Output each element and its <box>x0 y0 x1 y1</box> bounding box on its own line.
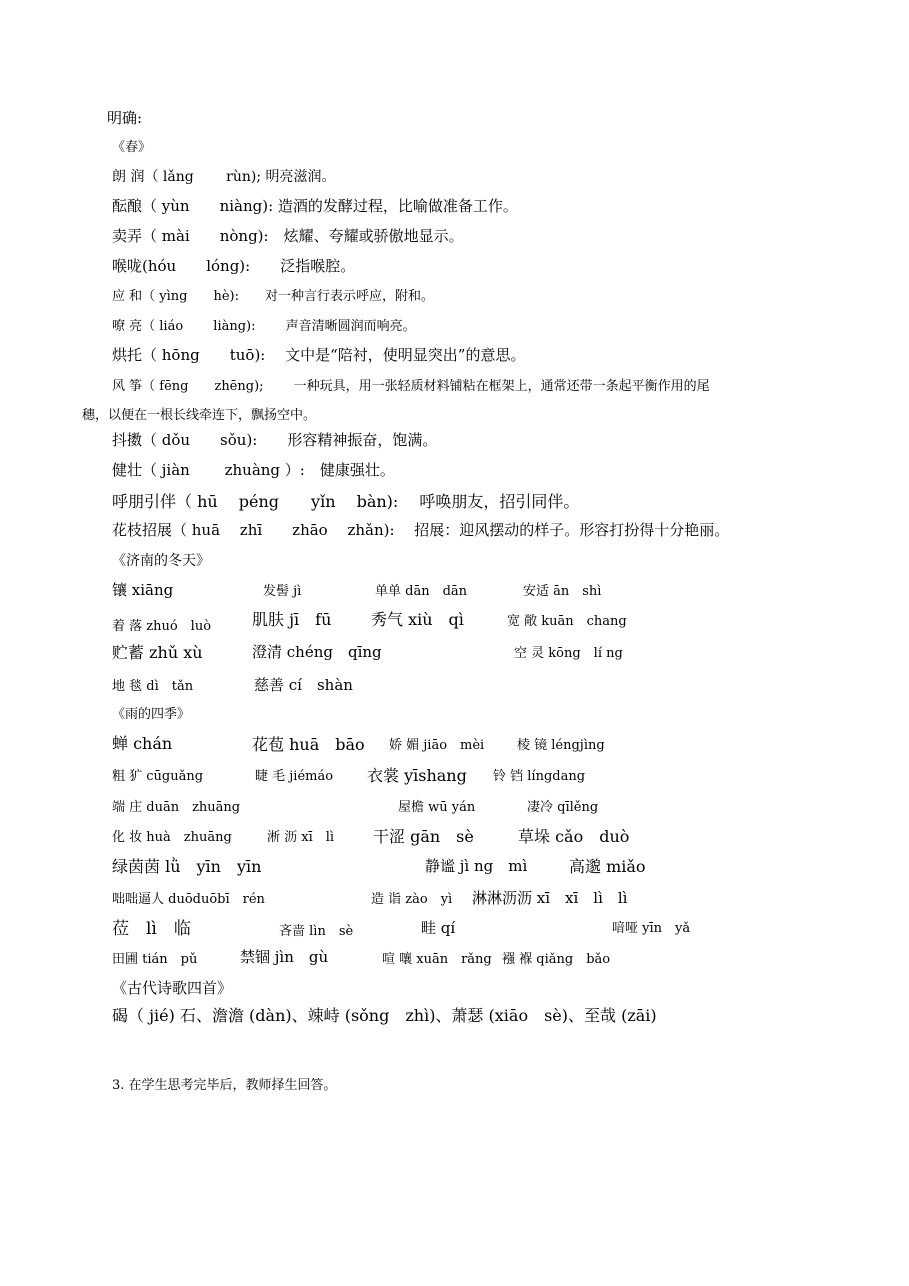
vocab-item: 禁锢 jìn gù <box>240 948 329 966</box>
vocab-item: 喧 嚷 xuān rǎng <box>382 952 492 967</box>
vocab-item: 慈善 cí shàn <box>254 676 353 694</box>
vocab-item: 高邈 miǎo <box>569 857 646 876</box>
vocab-entry: 花枝招展（ huā zhī zhāo zhǎn): 招展：迎风摆动的样子。形容打扮得十分艳丽。 <box>112 521 730 539</box>
vocab-entry: 风 筝（ fēng zhēng); 一种玩具，用一张轻质材料铺粘在框架上，通常还带一条起平衡作用的尾 <box>112 379 710 394</box>
vocab-item: 淋淋沥沥 xī xī lì lì <box>472 889 628 907</box>
vocab-entry: 健壮（ jiàn zhuàng ）: 健康强壮。 <box>112 461 395 479</box>
vocab-item: 睫 毛 jiémáo <box>255 769 334 784</box>
vocab-entry: 卖弄（ mài nòng): 炫耀、夸耀或骄傲地显示。 <box>112 227 464 245</box>
vocab-item: 畦 qí <box>421 919 456 937</box>
vocab-item: 发髻 jì <box>263 584 302 599</box>
vocab-item: 澄清 chéng qīng <box>252 643 382 661</box>
vocab-entry: 应 和（ yìng hè): 对一种言行表示呼应，附和。 <box>112 289 434 304</box>
section-title-gushi: 《古代诗歌四首》 <box>112 979 233 997</box>
vocab-item: 莅 lì 临 <box>112 919 191 939</box>
vocab-item: 棱 镜 léngjìng <box>517 738 605 753</box>
vocab-entry: 烘托（ hōng tuō): 文中是“陪衬，使明显突出”的意思。 <box>112 346 526 364</box>
vocab-item: 镶 xiāng <box>112 581 174 599</box>
vocab-item: 静谧 jì ng mì <box>425 857 528 875</box>
vocab-item: 干涩 gān sè <box>373 827 474 846</box>
vocab-item: 草垛 cǎo duò <box>518 827 630 846</box>
vocab-entry-continued: 穗，以便在一根长线牵连下，飘扬空中。 <box>82 408 317 423</box>
vocab-item: 秀气 xiù qì <box>371 610 464 629</box>
vocab-item: 宽 敞 kuān chang <box>507 614 627 629</box>
vocab-item: 吝啬 lìn sè <box>279 924 354 939</box>
vocab-entry: 朗 润（ lǎng rùn); 明亮滋润。 <box>112 169 336 185</box>
vocab-item: 淅 沥 xī lì <box>267 830 335 845</box>
vocab-item: 着 落 zhuó luò <box>112 619 212 634</box>
vocab-item: 田圃 tián pǔ <box>112 952 198 967</box>
vocab-item: 花苞 huā bāo <box>252 735 365 754</box>
vocab-item: 地 毯 dì tǎn <box>112 679 194 694</box>
vocab-item: 喑哑 yīn yǎ <box>612 921 691 936</box>
vocab-item: 端 庄 duān zhuāng <box>112 800 241 815</box>
vocab-item: 安适 ān shì <box>523 584 602 599</box>
vocab-item: 衣裳 yīshang <box>367 766 467 785</box>
vocab-item: 化 妆 huà zhuāng <box>112 830 232 845</box>
vocab-entry: 嘹 亮（ liáo liàng): 声音清晰圆润而响亮。 <box>112 319 416 334</box>
vocab-item: 贮蓄 zhǔ xù <box>112 643 203 662</box>
vocab-item: 粗 犷 cūguǎng <box>112 769 204 784</box>
vocab-item: 单单 dān dān <box>375 584 468 599</box>
section-title-jinan: 《济南的冬天》 <box>112 553 210 569</box>
vocab-item: 蝉 chán <box>112 734 173 753</box>
vocab-item: 肌肤 jī fū <box>252 610 332 629</box>
vocab-item: 绿茵茵 lǜ yīn yīn <box>112 857 262 876</box>
vocab-item: 造 诣 zào yì <box>371 892 453 907</box>
vocab-entry: 碣（ jié) 石、澹澹 (dàn)、竦峙 (sǒng zhì)、萧瑟 (xiāo sè)、至哉 (zāi) <box>112 1006 657 1025</box>
vocab-item: 空 灵 kōng lí ng <box>514 646 623 661</box>
vocab-item: 娇 媚 jiāo mèi <box>389 738 485 753</box>
vocab-entry: 酝酿（ yùn niàng): 造酒的发酵过程，比喻做准备工作。 <box>112 197 518 215</box>
vocab-item: 屋檐 wū yán <box>398 800 476 815</box>
vocab-item: 襁 褓 qiǎng bǎo <box>502 952 611 967</box>
vocab-item: 咄咄逼人 duōduōbī rén <box>112 892 265 907</box>
vocab-item: 凄冷 qīlěng <box>527 800 599 815</box>
heading-mingque: 明确: <box>107 109 143 127</box>
vocab-entry: 呼朋引伴（ hū péng yǐn bàn): 呼唤朋友，招引同伴。 <box>112 492 580 511</box>
vocab-entry: 喉咙(hóu lóng): 泛指喉腔。 <box>112 257 356 275</box>
teaching-step: 3. 在学生思考完毕后，教师择生回答。 <box>112 1078 337 1093</box>
section-title-yu: 《雨的四季》 <box>112 707 191 722</box>
vocab-entry: 抖擞（ dǒu sǒu): 形容精神振奋，饱满。 <box>112 431 438 449</box>
vocab-item: 铃 铛 língdang <box>493 769 586 784</box>
section-title-chun: 《春》 <box>112 140 152 155</box>
